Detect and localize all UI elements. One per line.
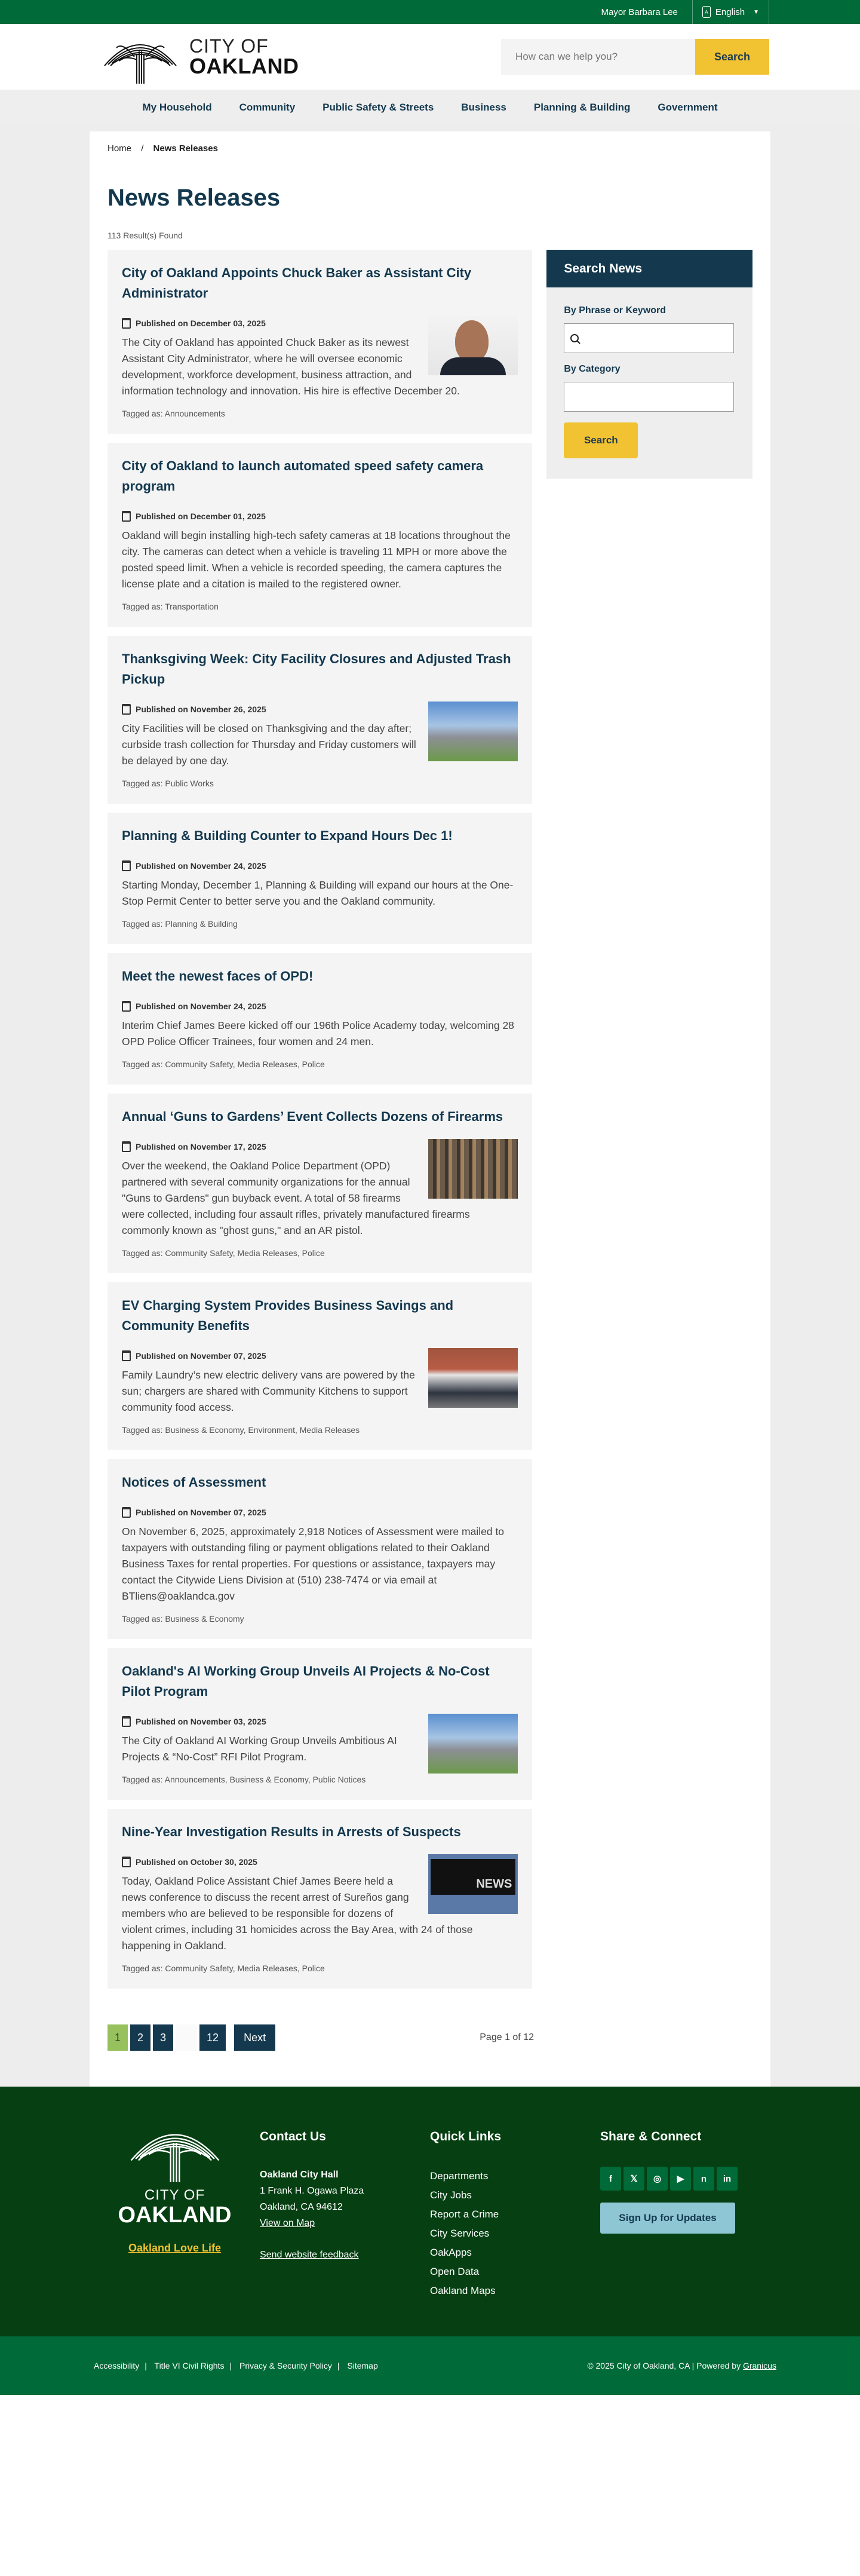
nav-government[interactable]: Government	[658, 102, 718, 113]
category-input[interactable]	[570, 382, 733, 411]
breadcrumb-current: News Releases	[153, 143, 218, 154]
news-summary: Today, Oakland Police Assistant Chief James Beere held a news conference to discuss the recent arrest of Sureños gang members who are believed to be responsible for dozens of violent crimes, including 31 homicides across the Bay Area, with 24 of those happening in Oakland.	[122, 1875, 473, 1952]
logo-oakland: OAKLAND	[189, 54, 299, 78]
news-card	[108, 1282, 532, 1450]
sign-up-updates-button[interactable]: Sign Up for Updates	[600, 2203, 735, 2234]
news-title-link[interactable]: Notices of Assessment	[122, 1475, 266, 1490]
news-card	[108, 250, 532, 434]
news-tags: Tagged as: Business & Economy	[122, 1614, 244, 1624]
page-12-button[interactable]: 12	[199, 2024, 226, 2051]
site-header	[0, 24, 860, 90]
contact-us	[260, 2116, 430, 2301]
share-connect-title: Share & Connect	[600, 2130, 702, 2143]
news-tags: Tagged as: Community Safety, Media Releases, Police	[122, 1964, 325, 1973]
calendar-icon	[122, 1141, 131, 1152]
site-footer	[0, 2087, 860, 2336]
utility-bar	[0, 0, 860, 24]
page-background	[0, 125, 860, 2087]
calendar-icon	[122, 1350, 131, 1361]
footer-logo-oakland: OAKLAND	[118, 2203, 232, 2228]
news-title-link[interactable]: Meet the newest faces of OPD!	[122, 969, 314, 984]
calendar-icon	[122, 860, 131, 871]
news-thumbnail[interactable]	[428, 1139, 518, 1199]
logo-city-of: CITY OF	[189, 35, 269, 57]
calendar-icon	[122, 318, 131, 329]
news-card	[108, 1648, 532, 1800]
footer-logo	[90, 2116, 260, 2301]
keyword-label: By Phrase or Keyword	[564, 305, 666, 316]
calendar-icon	[122, 1857, 131, 1867]
news-title-link[interactable]: Oakland's AI Working Group Unveils AI Projects & No-Cost Pilot Program	[122, 1664, 490, 1699]
granicus-link[interactable]: Granicus	[742, 2361, 776, 2370]
contact-name: Oakland City Hall	[260, 2170, 339, 2180]
news-list	[108, 250, 532, 1989]
news-card	[108, 1094, 532, 1273]
quick-link-report-crime[interactable]: Report a Crime	[430, 2209, 499, 2220]
calendar-icon	[122, 704, 131, 715]
view-on-map-link[interactable]: View on Map	[260, 2218, 315, 2228]
page-3-button[interactable]: 3	[153, 2024, 173, 2051]
next-page-button[interactable]: Next	[234, 2024, 275, 2051]
news-card	[108, 813, 532, 944]
nav-community[interactable]: Community	[239, 102, 296, 113]
publish-date	[122, 1507, 518, 1518]
language-selector[interactable]	[692, 0, 769, 24]
x-icon[interactable]: 𝕏	[624, 2167, 644, 2191]
copyright: © 2025 City of Oakland, CA | Powered by	[587, 2361, 741, 2370]
publish-date	[122, 1716, 416, 1727]
page-1-button[interactable]: 1	[108, 2024, 128, 2051]
publish-date	[122, 1857, 416, 1867]
search-news-panel	[546, 250, 752, 479]
news-tags: Tagged as: Public Works	[122, 779, 214, 788]
contact-address-1: 1 Frank H. Ogawa Plaza	[260, 2186, 364, 2196]
sub-footer: Accessibility | Title VI Civil Rights | Privacy & Security Policy | Sitemap © 2025 City of Oakland, CA | Powered by Granicus	[0, 2336, 860, 2395]
news-title-link[interactable]: Nine-Year Investigation Results in Arrests of Suspects	[122, 1824, 461, 1839]
page-info: Page 1 of 12	[480, 2032, 534, 2042]
news-summary: The City of Oakland has appointed Chuck Baker as its newest Assistant City Administrator, where he will oversee economic development, workforce development, business attraction, and information technology and innovation. His hire is effective December 20.	[122, 336, 460, 397]
news-summary: Family Laundry’s new electric delivery vans are powered by the sun; chargers are shared with Community Kitchens to support community food access.	[122, 1369, 415, 1413]
quick-link-city-jobs[interactable]: City Jobs	[430, 2189, 472, 2201]
publish-date-text: Published on November 24, 2025	[136, 861, 266, 871]
nav-business[interactable]: Business	[461, 102, 506, 113]
result-count: 113 Result(s) Found	[108, 231, 183, 240]
breadcrumb-home[interactable]: Home	[108, 143, 132, 154]
oak-tree-icon	[99, 30, 182, 84]
pagination	[108, 2024, 534, 2051]
footer-logo-city-of: CITY OF	[144, 2187, 205, 2203]
search-icon	[570, 334, 579, 342]
publish-date-text: Published on December 03, 2025	[136, 318, 266, 328]
share-connect	[600, 2116, 770, 2301]
publish-date	[122, 318, 416, 329]
publish-date-text: Published on November 17, 2025	[136, 1142, 266, 1151]
publish-date	[122, 860, 518, 871]
privacy-policy-link[interactable]: Privacy & Security Policy	[239, 2361, 332, 2370]
language-label: English	[715, 7, 745, 17]
news-summary: On November 6, 2025, approximately 2,918 Notices of Assessment were mailed to taxpayers with outstanding filing or payment obligations related to their Oakland Business Taxes for rental properties. For questions or assistance, taxpayers may contact the Citywide Liens Division at (510) 238-7474 or via email at BTliens@oaklandca.gov	[122, 1526, 505, 1602]
category-label: By Category	[564, 364, 621, 374]
news-card	[108, 636, 532, 804]
calendar-icon	[122, 511, 131, 522]
publish-date-text: Published on November 03, 2025	[136, 1717, 266, 1726]
keyword-input[interactable]	[583, 324, 733, 353]
title-vi-link[interactable]: Title VI Civil Rights	[154, 2361, 225, 2370]
contact-address-2: Oakland, CA 94612	[260, 2202, 343, 2212]
search-news-button[interactable]: Search	[564, 422, 638, 458]
publish-date	[122, 1001, 518, 1012]
news-card	[108, 1809, 532, 1989]
page-title: News Releases	[108, 185, 281, 211]
quick-link-departments[interactable]: Departments	[430, 2170, 489, 2182]
calendar-icon	[122, 1716, 131, 1727]
sitemap-link[interactable]: Sitemap	[347, 2361, 378, 2370]
nav-my-household[interactable]: My Household	[142, 102, 212, 113]
quick-link-oakland-maps[interactable]: Oakland Maps	[430, 2285, 496, 2296]
news-thumbnail[interactable]: NEWS	[428, 1854, 518, 1914]
quick-links-title: Quick Links	[430, 2130, 502, 2143]
news-title-link[interactable]: Thanksgiving Week: City Facility Closures and Adjusted Trash Pickup	[122, 651, 511, 687]
news-summary: City Facilities will be closed on Thanksgiving and the day after; curbside trash collection for Thursday and Friday customers will be delayed by one day.	[122, 722, 416, 767]
news-summary: Interim Chief James Beere kicked off our 196th Police Academy today, welcoming 28 OPD Police Officer Trainees, four women and 24 men.	[122, 1019, 514, 1047]
site-search-button[interactable]: Search	[695, 39, 769, 75]
linkedin-icon[interactable]: in	[717, 2167, 738, 2191]
publish-date	[122, 704, 416, 715]
instagram-icon[interactable]: ◎	[647, 2167, 668, 2191]
category-field[interactable]	[564, 382, 734, 412]
quick-link-city-services[interactable]: City Services	[430, 2228, 490, 2239]
news-tags: Tagged as: Announcements, Business & Economy, Public Notices	[122, 1775, 366, 1784]
quick-links	[430, 2116, 600, 2301]
quick-link-open-data[interactable]: Open Data	[430, 2266, 480, 2277]
publish-date-text: Published on November 07, 2025	[136, 1508, 266, 1517]
quick-link-oakapps[interactable]: OakApps	[430, 2247, 472, 2258]
news-summary: Over the weekend, the Oakland Police Department (OPD) partnered with several community organizations for the annual "Guns to Gardens" gun buyback event. A total of 58 firearms were collected, including four assault rifles, privately manufactured firearms commonly known as "ghost guns," and an AR pistol.	[122, 1160, 470, 1236]
main-content	[90, 131, 770, 2087]
main-nav	[0, 90, 860, 125]
news-card	[108, 953, 532, 1085]
publish-date-text: Published on December 01, 2025	[136, 511, 266, 521]
site-search-input[interactable]	[501, 39, 695, 75]
mayor-link[interactable]: Mayor Barbara Lee	[601, 7, 678, 17]
news-tags: Tagged as: Announcements	[122, 409, 225, 418]
news-thumbnail[interactable]	[428, 1348, 518, 1408]
news-thumbnail[interactable]	[428, 316, 518, 375]
oakland-love-life-link[interactable]: Oakland Love Life	[128, 2242, 222, 2254]
news-summary: Oakland will begin installing high-tech safety cameras at 18 locations throughout the city. The cameras can detect when a vehicle is traveling 11 MPH or more above the posted speed limit. When a vehicle is recorded speeding, the camera captures the license plate and a citation is mailed to the registered owner.	[122, 529, 511, 590]
news-summary: The City of Oakland AI Working Group Unveils Ambitious AI Projects & “No-Cost” RFI Pilot Program.	[122, 1735, 397, 1763]
breadcrumb	[108, 131, 752, 154]
publish-date	[122, 1141, 416, 1152]
news-tags: Tagged as: Community Safety, Media Releases, Police	[122, 1248, 325, 1258]
contact-us-title: Contact Us	[260, 2130, 326, 2143]
publish-date-text: Published on November 07, 2025	[136, 1351, 266, 1361]
news-thumbnail[interactable]	[428, 1714, 518, 1774]
publish-date-text: Published on October 30, 2025	[136, 1857, 257, 1867]
news-title-link[interactable]: Planning & Building Counter to Expand Hours Dec 1!	[122, 828, 453, 843]
nav-planning-building[interactable]: Planning & Building	[533, 102, 631, 113]
news-summary: Starting Monday, December 1, Planning & Building will expand our hours at the One-Stop Permit Center to better serve you and the Oakland community.	[122, 879, 514, 907]
news-thumbnail[interactable]	[428, 702, 518, 761]
news-title-link[interactable]: City of Oakland Appoints Chuck Baker as Assistant City Administrator	[122, 265, 472, 301]
translate-icon: A	[702, 6, 711, 18]
oak-tree-icon	[121, 2116, 229, 2182]
search-news-title: Search News	[546, 250, 752, 287]
breadcrumb-separator: /	[141, 143, 144, 154]
nextdoor-icon[interactable]: n	[693, 2167, 714, 2191]
news-title-link[interactable]: EV Charging System Provides Business Savings and Community Benefits	[122, 1298, 454, 1333]
publish-date-text: Published on November 24, 2025	[136, 1001, 266, 1011]
calendar-icon	[122, 1001, 131, 1012]
youtube-icon[interactable]: ▶	[670, 2167, 691, 2191]
news-title-link[interactable]: City of Oakland to launch automated speed safety camera program	[122, 458, 484, 494]
caret-down-icon: ▼	[753, 8, 759, 16]
pagination-ellipsis	[176, 2024, 197, 2051]
news-tags: Tagged as: Business & Economy, Environment, Media Releases	[122, 1425, 360, 1435]
publish-date-text: Published on November 26, 2025	[136, 705, 266, 714]
city-logo[interactable]	[99, 30, 299, 84]
news-card	[108, 443, 532, 627]
news-tags: Tagged as: Community Safety, Media Releases, Police	[122, 1059, 325, 1069]
facebook-icon[interactable]: f	[600, 2167, 621, 2191]
website-feedback-link[interactable]: Send website feedback	[260, 2250, 359, 2260]
news-title-link[interactable]: Annual ‘Guns to Gardens’ Event Collects Dozens of Firearms	[122, 1109, 503, 1124]
news-tags: Tagged as: Transportation	[122, 602, 219, 611]
page-2-button[interactable]: 2	[130, 2024, 150, 2051]
publish-date	[122, 511, 518, 522]
nav-public-safety-streets[interactable]: Public Safety & Streets	[322, 102, 434, 113]
news-card	[108, 1459, 532, 1639]
publish-date	[122, 1350, 416, 1361]
site-search	[501, 39, 769, 75]
news-tags: Tagged as: Planning & Building	[122, 919, 238, 929]
calendar-icon	[122, 1507, 131, 1518]
keyword-field[interactable]	[564, 323, 734, 353]
accessibility-link[interactable]: Accessibility	[94, 2361, 140, 2370]
